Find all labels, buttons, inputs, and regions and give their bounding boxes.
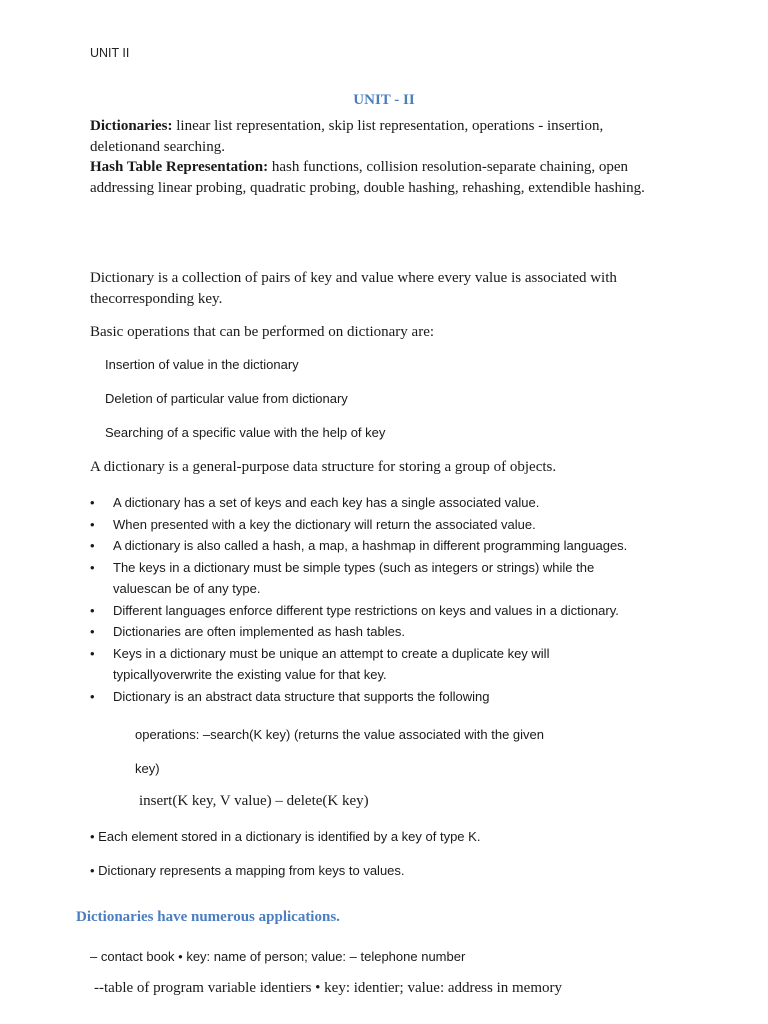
operations-line: operations: –search(K key) (returns the value associated with the given <box>135 727 544 742</box>
basic-operations-intro: Basic operations that can be performed on dictionary are: <box>90 324 435 340</box>
dictionary-definition: Dictionary is a collection of pairs of key and value where every value is associated with thecorresponding key. <box>90 270 617 307</box>
insert-delete-operations: insert(K key, V value) – delete(K key) <box>139 793 369 809</box>
syllabus-block <box>90 116 650 198</box>
bullet-icon: • <box>90 645 95 661</box>
list-item: • The keys in a dictionary must be simple types (such as integers or strings) while the valuescan be of any type. <box>90 557 633 600</box>
bullet-icon: • <box>90 688 95 704</box>
bullet-icon: • <box>90 495 95 510</box>
bullet-icon: • <box>90 538 95 553</box>
list-item: • Dictionaries are often implemented as hash tables. <box>90 621 690 643</box>
list-item: • When presented with a key the dictionary will return the associated value. <box>90 514 690 536</box>
basic-operation-searching: Searching of a specific value with the help of key <box>105 425 386 440</box>
bullet-icon: • <box>90 559 95 575</box>
bullet-icon: • <box>90 624 95 639</box>
application-variable-table: --table of program variable identiers • key: identier; value: address in memory <box>94 980 563 996</box>
page-header-label: UNIT II <box>90 46 130 60</box>
applications-heading: Dictionaries have numerous applications. <box>76 909 340 925</box>
key-type-note: • Each element stored in a dictionary is identified by a key of type K. <box>90 829 481 844</box>
mapping-note: • Dictionary represents a mapping from keys to values. <box>90 863 405 878</box>
list-item: • Dictionary is an abstract data structure that supports the following <box>90 686 690 708</box>
list-item: • A dictionary has a set of keys and each key has a single associated value. <box>90 492 690 514</box>
list-item: • Different languages enforce different type restrictions on keys and values in a dictionary. <box>90 600 690 622</box>
basic-operation-deletion: Deletion of particular value from dictionary <box>105 391 348 406</box>
dictionaries-topics: linear list representation, skip list representation, operations - insertion, deletionand searching. <box>90 118 604 155</box>
bullet-icon: • <box>90 516 95 532</box>
general-purpose-statement: A dictionary is a general-purpose data structure for storing a group of objects. <box>90 459 557 475</box>
unit-title: UNIT - II <box>353 92 415 108</box>
dictionaries-label: Dictionaries: <box>90 118 173 134</box>
bullet-icon: • <box>90 602 95 618</box>
list-item: • Keys in a dictionary must be unique an attempt to create a duplicate key will typicallyoverwrite the existing value for that key. <box>90 643 613 686</box>
application-contact-book: – contact book • key: name of person; value: – telephone number <box>90 949 466 964</box>
hash-table-topics: hash functions, collision resolution-separate chaining, open addressing linear probing, quadratic probing, double hashing, rehashing, extendible hashing. <box>90 159 645 196</box>
hash-table-label: Hash Table Representation: <box>90 159 269 175</box>
bullet-list <box>90 492 690 707</box>
operations-line-continued: key) <box>135 761 160 776</box>
basic-operation-insertion: Insertion of value in the dictionary <box>105 357 299 372</box>
list-item: • A dictionary is also called a hash, a map, a hashmap in different programming languages. <box>90 535 690 557</box>
